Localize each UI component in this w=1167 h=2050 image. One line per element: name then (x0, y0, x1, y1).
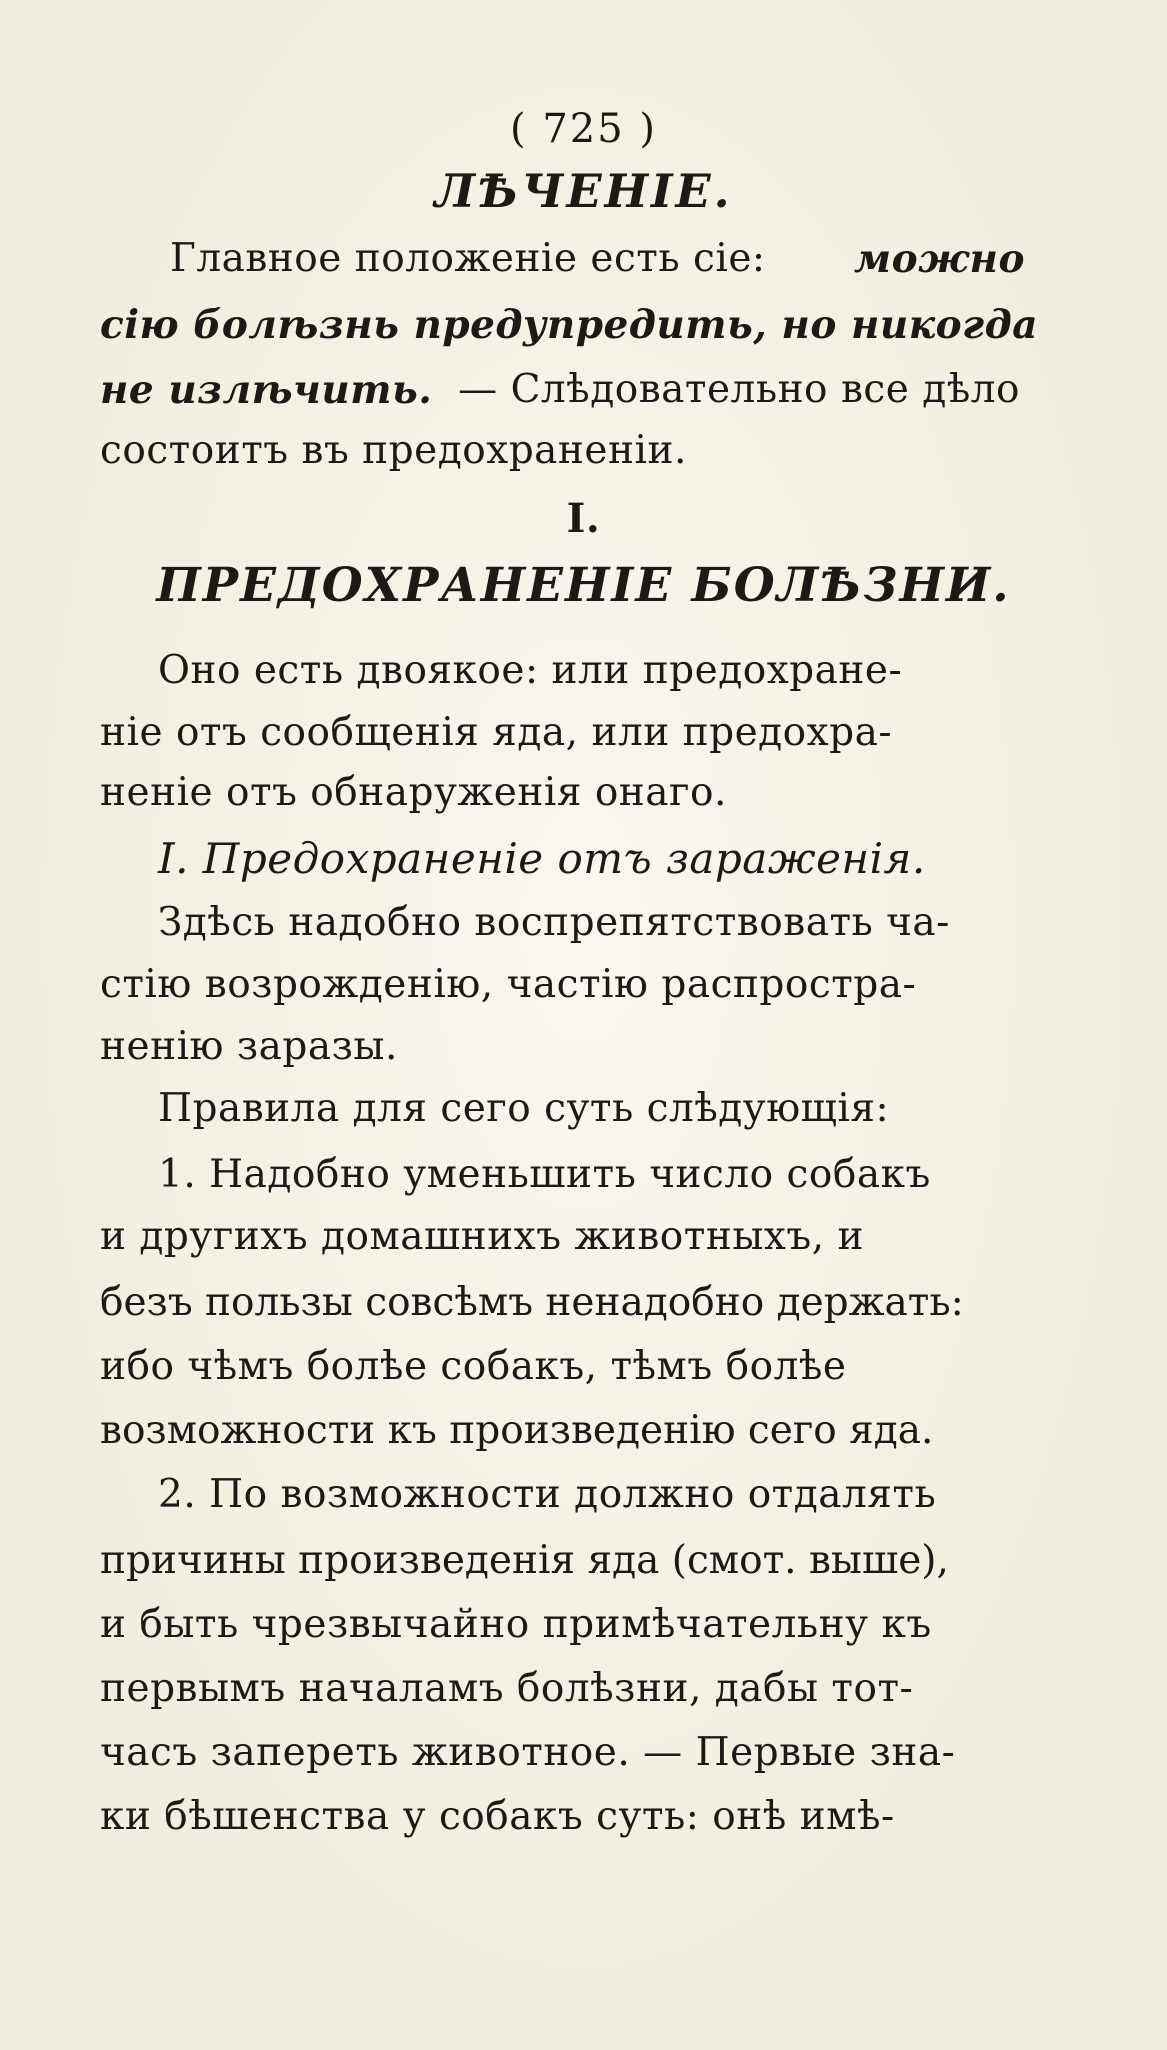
part-intro-line-2: нiе отъ сообщенiя яда, или предохра- (100, 710, 893, 755)
subsection-line-3: ненiю заразы. (100, 1024, 398, 1069)
section-title: ЛѢЧЕНIЕ. (434, 164, 733, 218)
part-intro-line-1: Оно есть двоякое: или предохране- (158, 648, 903, 693)
rule-1-line-2: и другихъ домашнихъ животныхъ, и (100, 1214, 864, 1259)
rule-2-line-1: 2. По возможности должно отдалять (158, 1472, 937, 1517)
subsection-line-1: Здѣсь надобно воспрепятствовать ча- (158, 900, 950, 945)
intro-line-1-emphasis: можно (854, 236, 1025, 282)
rule-2-line-3: и быть чрезвычайно примѣчательну къ (100, 1602, 932, 1647)
intro-line-2: сiю болѣзнь предупредить, но никогда (100, 302, 1038, 348)
subsection-line-2: стiю возрожденiю, частiю распростра- (100, 962, 917, 1007)
intro-line-1 (170, 234, 1025, 284)
part-title: ПРЕДОХРАНЕНIЕ БОЛѢЗНИ. (156, 558, 1011, 613)
rule-2-line-6: ки бѣшенства у собакъ суть: онѣ имѣ- (100, 1794, 895, 1839)
rules-intro: Правила для сего суть слѣдующiя: (158, 1086, 890, 1131)
part-intro-line-3: ненiе отъ обнаруженiя онаго. (100, 770, 727, 815)
subsection-title: I. Предохраненiе отъ зараженiя. (158, 834, 926, 883)
rule-2-line-5: часъ запереть животное. — Первые зна- (100, 1730, 956, 1775)
intro-line-3 (100, 365, 1020, 415)
intro-line-3-emphasis: не излѣчить. (100, 367, 433, 413)
intro-line-3-text: — Слѣдовательно все дѣло (458, 367, 1020, 412)
rule-1-line-4: ибо чѣмъ болѣе собакъ, тѣмъ болѣе (100, 1344, 847, 1389)
rule-2-line-4: первымъ началамъ болѣзни, дабы тот- (100, 1666, 914, 1711)
intro-line-4: состоитъ въ предохраненiи. (100, 428, 687, 473)
rule-1-line-3: безъ пользы совсѣмъ ненадобно держать: (100, 1280, 964, 1325)
intro-line-1-text: Главное положенiе есть сiе: (170, 236, 766, 281)
page-number: ( 725 ) (510, 106, 657, 152)
rule-1-line-5: возможности къ произведенiю сего яда. (100, 1408, 934, 1453)
rule-2-line-2: причины произведенiя яда (смот. выше), (100, 1538, 949, 1583)
part-numeral: I. (566, 495, 601, 542)
rule-1-line-1: 1. Надобно уменьшить число собакъ (158, 1152, 931, 1197)
